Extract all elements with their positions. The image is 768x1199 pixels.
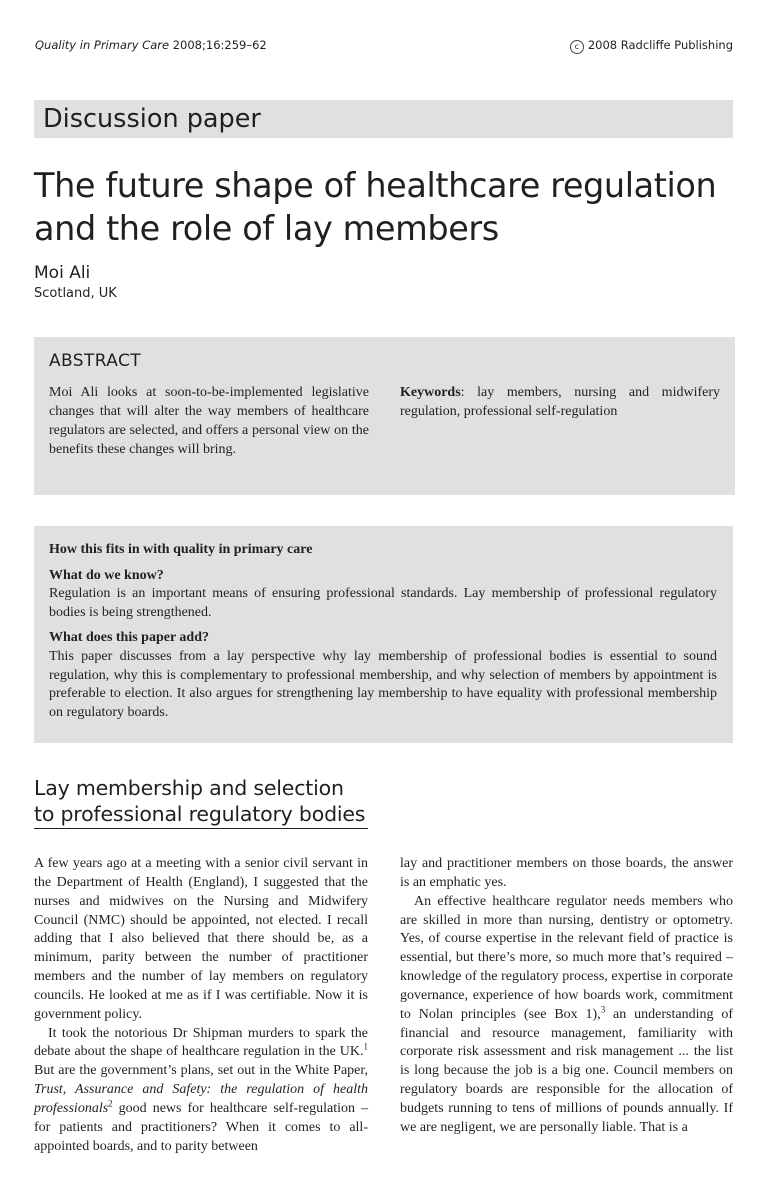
section-heading: Lay membership and selection to professional regulatory bodies [34,776,366,826]
reference-link[interactable]: 2 [108,1098,113,1109]
abstract-text: Moi Ali looks at soon-to-be-implemented legislative changes that will alter the way members of healthcare regulators are selected, and offers a personal view on the benefits these changes will bring. [49,385,369,457]
copyright-notice [570,38,733,54]
quality-fit-box [34,526,733,743]
body-paragraph [34,1025,368,1157]
journal-citation [35,38,267,52]
quality-fit-content [49,541,717,722]
paper-adds-heading: What does this paper add? [49,630,210,646]
body-paragraph: lay and practitioner members on those boards, the answer is an emphatic yes. [400,856,733,890]
body-column-right [400,855,733,1138]
body-text: An effective healthcare regulator needs members who are skilled in more than nursing, dentistry or optometry. Yes, of course expertise in the relevant field of practice is essential, but there’s more, so much more that’s required – knowledge of the regulatory process, expertise in corporate governance, experience of how boards work, commitment to Nolan principles (see Box 1), [400,893,733,1022]
abstract-box [34,337,735,495]
reference-link[interactable]: 1 [363,1041,368,1052]
paper-adds-text: This paper discusses from a lay perspective why lay membership of professional bodies is essential to sound regulation, why this is complementary to professional membership, and why selection of members by appointment is preferable to election. It also argues for strengthening lay membership to have equality with professional membership on regulatory boards. [49,648,717,720]
copyright-icon: c [570,40,584,54]
white-paper-title: Trust, Assurance and Safety: the regulation of health professionals [34,1082,368,1116]
journal-volume: 2008;16:259–62 [169,38,267,52]
quality-fit-heading: How this fits in with quality in primary care [49,542,313,557]
body-column-left [34,855,368,1157]
copyright-text: 2008 Radcliffe Publishing [587,38,733,52]
journal-name: Quality in Primary Care [35,38,170,52]
keywords [400,383,720,421]
running-header [35,38,733,56]
what-we-know-heading: What do we know? [49,567,164,583]
section-divider [34,828,368,829]
section-banner [34,100,733,138]
section-banner-label: Discussion paper [43,104,261,134]
author-affiliation: Scotland, UK [34,286,117,301]
abstract-heading: ABSTRACT [49,351,142,371]
what-we-know-text: Regulation is an important means of ensuring professional standards. Lay membership of professional regulatory bodies is being strengthened. [49,586,717,620]
author-name: Moi Ali [34,263,91,283]
body-paragraph [400,893,733,1138]
body-text: an understanding of financial and resource management, familiarity with corporate risk assessment and risk management ... the list is long because the job is a big one. Council members on regulatory boards are responsible for the allocation of budgets running to tens of millions of pounds annually. If we are negligent, we are personally liable. That is a [400,1006,733,1135]
reference-link[interactable]: 3 [600,1004,606,1015]
keywords-text: : lay members, nursing and midwifery regulation, professional self-regulation [400,385,720,419]
body-text: good news for healthcare self-regulation – for patients and practitioners? When it comes to all-appointed boards, and to parity between [34,1100,368,1154]
body-paragraph: A few years ago at a meeting with a senior civil servant in the Department of Health (England), I suggested that the nurses and midwives on the Nursing and Midwifery Council (NMC) should be appointed, not elected. I recall adding that I also believed that there should be, as a minimum, parity between the number of practitioner members and the number of lay members on regulatory councils. He looked at me as if I was certifiable. Now it is government policy. [34,856,368,1022]
body-text: But are the government’s plans, set out in the White Paper, [34,1063,368,1079]
body-text: It took the notorious Dr Shipman murders to spark the debate about the shape of healthcare regulation in the UK. [34,1025,368,1060]
article-title: The future shape of healthcare regulation and the role of lay members [34,166,717,248]
keywords-label: Keywords [400,385,461,400]
